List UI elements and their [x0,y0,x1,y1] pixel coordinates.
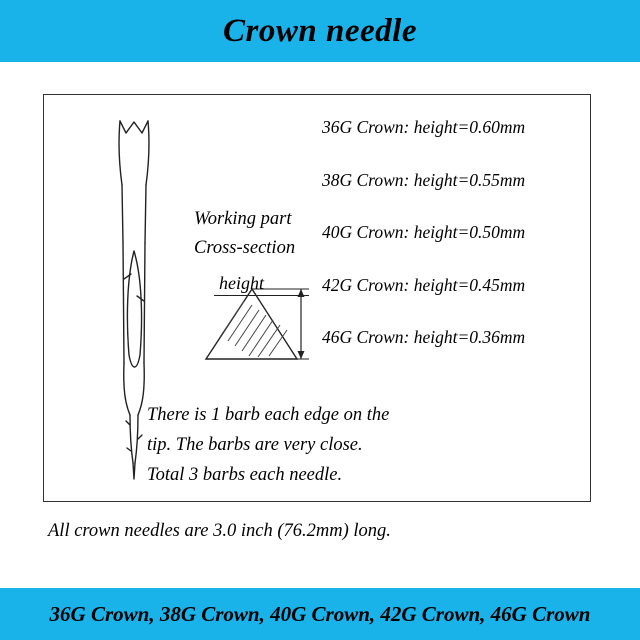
height-underline [214,295,309,296]
barb-line-3: Total 3 barbs each needle. [147,464,343,485]
specification-list [322,119,582,382]
barb-line-1: There is 1 barb each edge on the [147,405,390,425]
spec-item: 40G Crown: height=0.50mm [322,222,526,242]
length-footnote: All crown needles are 3.0 inch (76.2mm) long. [48,521,391,541]
page-title: Crown needle [223,12,417,49]
spec-item: 38G Crown: height=0.55mm [322,169,526,190]
barb-description [147,401,547,491]
header-banner [0,0,640,62]
working-part-line1: Working part [194,209,292,229]
working-part-label [194,205,295,262]
footer-banner [0,588,640,640]
working-part-line2: Cross-section [194,237,296,258]
diagram-panel [43,94,591,502]
spec-item: 42G Crown: height=0.45mm [322,274,526,295]
spec-item: 46G Crown: height=0.36mm [322,327,526,347]
spec-item: 36G Crown: height=0.60mm [322,117,526,137]
height-label: height [219,273,264,293]
barb-line-2: tip. The barbs are very close. [147,434,363,455]
footer-caption: 36G Crown, 38G Crown, 40G Crown, 42G Crown, 46G Crown [49,601,591,626]
